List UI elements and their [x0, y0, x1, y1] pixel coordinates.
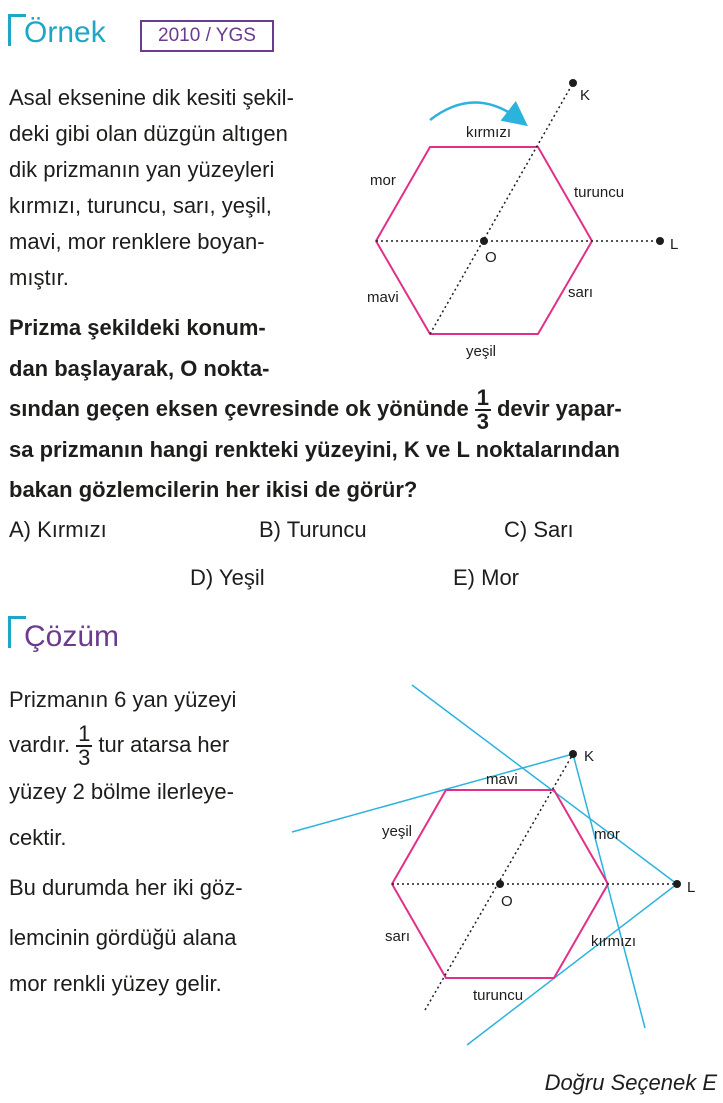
desc-line-1: Asal eksenine dik kesiti şekil-	[9, 85, 294, 110]
fraction-numerator: 1	[476, 385, 489, 411]
desc-line-5: mavi, mor renklere boyan-	[9, 229, 265, 254]
ray-K-left	[292, 754, 573, 832]
solution-face-mavi: mavi	[486, 771, 518, 788]
desc-line-4: kırmızı, turuncu, sarı, yeşil,	[9, 193, 272, 218]
ray-L-up	[412, 685, 677, 884]
question-line-3	[9, 385, 714, 435]
rotation-arrow	[430, 103, 520, 121]
label-K: K	[580, 87, 591, 104]
solution-figure	[290, 680, 720, 1050]
point-L	[656, 237, 664, 245]
question-line-1: Prizma şekildeki konum-	[9, 315, 266, 340]
cozum-bracket-top	[8, 616, 26, 619]
example-title: Örnek	[24, 16, 106, 49]
solution-label-L: L	[687, 879, 696, 896]
solution-line-6: lemcinin gördüğü alana	[9, 925, 237, 950]
solution-face-yesil: yeşil	[382, 823, 413, 840]
solution-fraction	[76, 723, 92, 769]
axis-O-K	[430, 83, 573, 334]
point-O	[480, 237, 488, 245]
option-a[interactable]: A) Kırmızı	[9, 517, 107, 542]
option-b[interactable]: B) Turuncu	[259, 517, 367, 542]
solution-fraction-denominator: 3	[78, 745, 91, 771]
ray-L-down	[467, 884, 677, 1045]
cozum-bracket	[8, 616, 11, 648]
solution-line-2-pre: vardır.	[9, 732, 71, 757]
point-K	[569, 79, 577, 87]
solution-label-K: K	[584, 748, 595, 765]
desc-line-3: dik prizmanın yan yüzeyleri	[9, 157, 275, 182]
fraction-denominator: 3	[476, 409, 489, 435]
face-yesil: yeşil	[466, 343, 497, 360]
face-sari: sarı	[568, 284, 594, 301]
solution-line-4: cektir.	[9, 825, 67, 850]
desc-line-6: mıştır.	[9, 265, 69, 290]
solution-title: Çözüm	[24, 620, 120, 653]
question-line-2: dan başlayarak, O nokta-	[9, 356, 270, 381]
solution-point-O	[496, 880, 504, 888]
solution-point-L	[673, 880, 681, 888]
desc-line-2: deki gibi olan düzgün altıgen	[9, 121, 288, 146]
example-description	[9, 80, 331, 296]
option-e[interactable]: E) Mor	[453, 565, 519, 590]
solution-label-O: O	[501, 893, 513, 910]
solution-line-5: Bu durumda her iki göz-	[9, 875, 243, 900]
ray-K-down	[573, 754, 645, 1028]
question-fraction	[475, 387, 491, 433]
exam-badge: 2010 / YGS	[140, 20, 274, 52]
solution-face-sari: sarı	[385, 928, 411, 945]
question-bottom	[9, 386, 714, 508]
solution-line-2	[9, 718, 294, 772]
question-line-3-post: devir yapar-	[496, 396, 622, 421]
solution-point-K	[569, 750, 577, 758]
solution-face-turuncu: turuncu	[473, 987, 524, 1004]
option-c[interactable]: C) Sarı	[504, 517, 574, 542]
question-line-5: bakan gözlemcilerin her ikisi de görür?	[9, 477, 418, 502]
solution-line-1: Prizmanın 6 yan yüzeyi	[9, 687, 237, 712]
option-d[interactable]: D) Yeşil	[190, 565, 265, 590]
solution-line-7: mor renkli yüzey gelir.	[9, 971, 222, 996]
example-figure	[340, 70, 720, 370]
solution-text	[9, 682, 294, 1002]
face-mavi: mavi	[367, 289, 399, 306]
solution-line-2-post: tur atarsa her	[98, 732, 230, 757]
label-O: O	[485, 249, 497, 266]
question-line-3-pre: sından geçen eksen çevresinde ok yönünde	[9, 396, 469, 421]
question-top	[9, 310, 331, 387]
face-mor: mor	[370, 172, 396, 189]
solution-face-mor: mor	[594, 826, 620, 843]
solution-fraction-numerator: 1	[78, 721, 91, 747]
ornek-bracket	[8, 14, 11, 46]
question-line-4: sa prizmanın hangi renkteki yüzeyini, K ve L noktalarından	[9, 437, 620, 462]
solution-face-kirmizi: kırmızı	[591, 933, 636, 950]
solution-line-3: yüzey 2 bölme ilerleye-	[9, 779, 234, 804]
face-turuncu: turuncu	[574, 184, 625, 201]
correct-answer: Doğru Seçenek E	[544, 1070, 717, 1095]
label-L: L	[670, 236, 679, 253]
face-kirmizi: kırmızı	[466, 124, 511, 141]
